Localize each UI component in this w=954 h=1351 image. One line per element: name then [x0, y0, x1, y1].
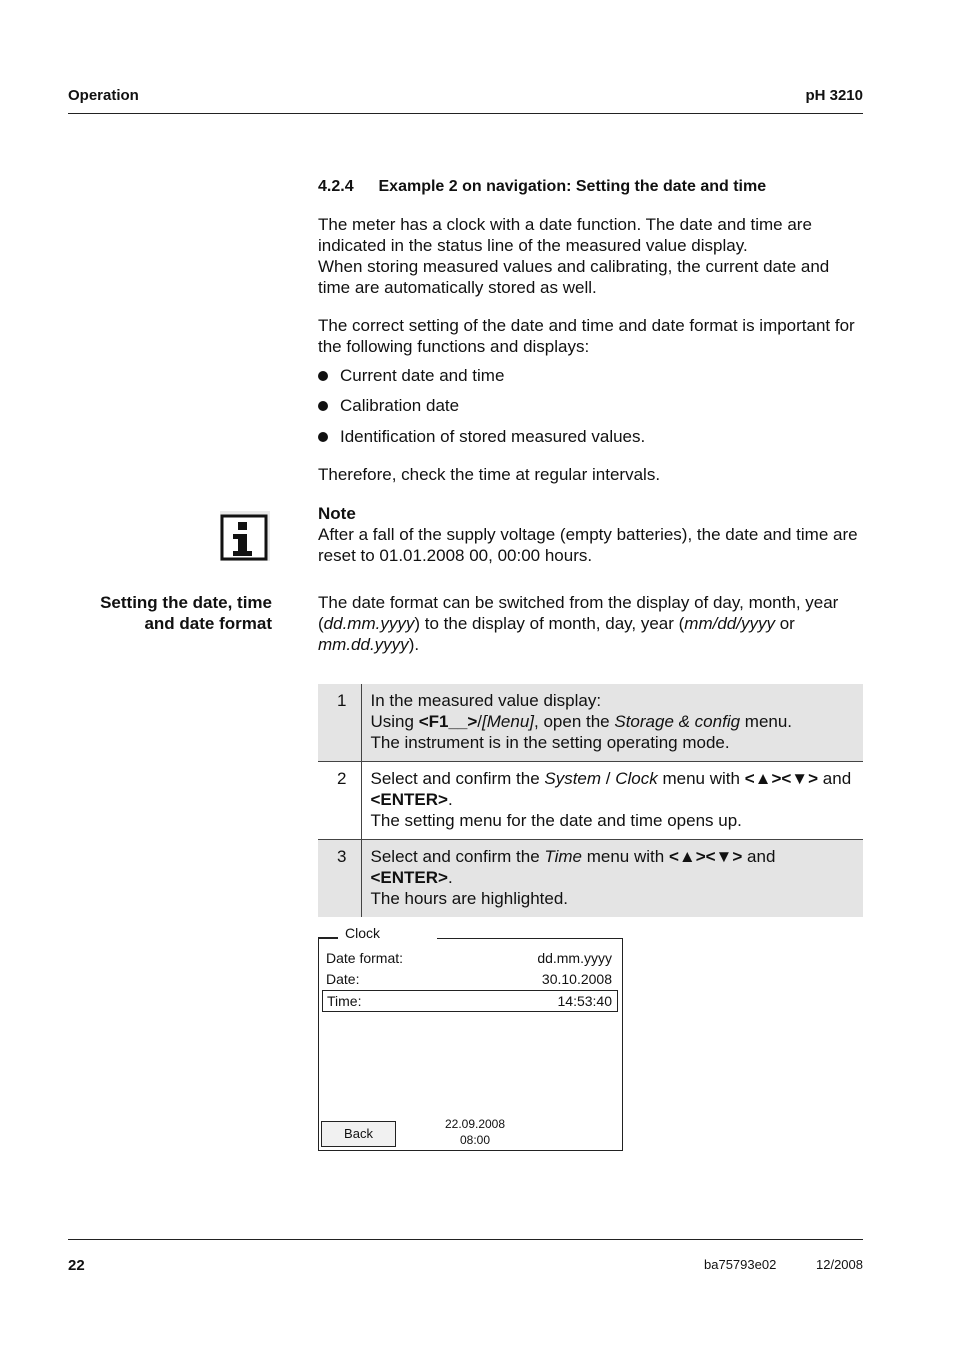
text-fragment: ).	[408, 635, 420, 654]
header-rule	[68, 113, 863, 114]
text-line: reset to 01.01.2008 00, 00:00 hours.	[318, 546, 593, 565]
menu-storage-config: Storage & config	[614, 712, 741, 731]
screen-title: Clock	[345, 925, 381, 941]
document-number: ba75793e02	[704, 1257, 777, 1272]
text-line: The date format can be switched from the display of day, month, year	[318, 593, 839, 612]
text-fragment: ) to the display of month, day, year (	[414, 614, 685, 633]
text-line: The hours are highlighted.	[370, 889, 569, 908]
table-row	[318, 840, 863, 918]
step-number: 3	[318, 840, 361, 918]
menu-clock: Clock	[615, 769, 658, 788]
list-item-text: Identification of stored measured values.	[340, 427, 646, 446]
key-up-down: <▲><▼>	[744, 769, 819, 788]
menu-time: Time	[544, 847, 583, 866]
text-fragment: /	[601, 769, 616, 788]
text-line	[371, 768, 856, 789]
text-fragment: , open the	[534, 712, 615, 731]
info-icon	[220, 511, 270, 561]
text-line: The meter has a clock with a date function. The date and time are	[318, 215, 812, 234]
step-text	[361, 762, 863, 840]
page-number: 22	[68, 1257, 85, 1274]
key-enter: <ENTER>	[370, 868, 448, 887]
step-number: 2	[318, 762, 361, 840]
side-heading-line: Setting the date, time	[100, 593, 272, 612]
footer-rule	[68, 1239, 863, 1240]
status-time: 08:00	[459, 1133, 491, 1147]
text-fragment: (	[318, 614, 324, 633]
text-fragment: .	[447, 868, 453, 887]
date-format-paragraph	[318, 592, 863, 655]
text-fragment: menu with	[582, 847, 669, 866]
text-line: indicated in the status line of the measured value display.	[318, 236, 748, 255]
text-line: When storing measured values and calibrating, the current date and	[318, 257, 830, 276]
text-line: The instrument is in the setting operating mode.	[370, 733, 730, 752]
softkey-menu: [Menu]	[482, 712, 535, 731]
text-line: The setting menu for the date and time opens up.	[370, 811, 742, 830]
side-heading-line: and date format	[144, 614, 272, 633]
setting-row-time-selected[interactable]	[322, 990, 618, 1012]
steps-table	[318, 684, 863, 917]
setting-row-date-format[interactable]	[326, 948, 612, 968]
text-fragment: /	[477, 712, 483, 731]
setting-value: dd.mm.yyyy	[537, 950, 612, 966]
text-line: time are automatically stored as well.	[318, 278, 597, 297]
device-screen	[318, 938, 623, 1151]
section-title: Example 2 on navigation: Setting the date and time	[378, 178, 767, 195]
setting-value: 14:53:40	[557, 993, 612, 1009]
status-line	[425, 1116, 525, 1148]
format-mmddyyyy-dot: mm.dd.yyyy	[318, 635, 409, 654]
screen-border-top-right	[437, 938, 622, 939]
setting-value: 30.10.2008	[541, 971, 612, 987]
bullet-icon	[318, 401, 328, 411]
status-date: 22.09.2008	[444, 1117, 506, 1131]
text-fragment: and	[742, 847, 776, 866]
check-paragraph: Therefore, check the time at regular intervals.	[318, 465, 661, 484]
key-f1: <F1__>	[418, 712, 478, 731]
text-fragment: and	[818, 769, 852, 788]
text-line	[371, 711, 856, 732]
note-title: Note	[318, 504, 356, 523]
menu-system: System	[544, 769, 602, 788]
setting-label: Time:	[327, 993, 362, 1009]
intro-paragraph	[318, 214, 863, 298]
step-text	[361, 684, 863, 762]
text-fragment: or	[774, 614, 795, 633]
setting-label: Date:	[326, 971, 360, 987]
setting-row-date[interactable]	[326, 969, 612, 989]
text-line	[318, 613, 863, 634]
text-fragment: Select and confirm the	[370, 847, 545, 866]
document-date: 12/2008	[816, 1257, 863, 1272]
text-fragment: Using	[370, 712, 419, 731]
text-fragment: .	[447, 790, 453, 809]
bullet-icon	[318, 371, 328, 381]
importance-paragraph	[318, 315, 863, 357]
step-text	[361, 840, 863, 918]
header-product-name: pH 3210	[805, 87, 863, 104]
list-item-text: Current date and time	[340, 366, 505, 385]
header-section-title: Operation	[68, 87, 139, 104]
side-heading	[100, 592, 272, 634]
text-line	[371, 789, 856, 810]
screen-border-top-left	[319, 938, 338, 939]
text-fragment: menu.	[740, 712, 793, 731]
text-line: The correct setting of the date and time and date format is important for	[318, 316, 855, 335]
key-enter: <ENTER>	[370, 790, 448, 809]
text-line	[318, 634, 863, 655]
setting-label: Date format:	[326, 950, 404, 966]
step-number: 1	[318, 684, 361, 762]
section-heading	[318, 178, 766, 196]
key-up-down: <▲><▼>	[668, 847, 743, 866]
table-row	[318, 684, 863, 762]
section-number: 4.2.4	[318, 178, 354, 195]
text-line: the following functions and displays:	[318, 337, 590, 356]
text-line: In the measured value display:	[370, 691, 602, 710]
back-button[interactable]: Back	[321, 1121, 396, 1147]
format-ddmmyyyy: dd.mm.yyyy	[323, 614, 415, 633]
bullet-icon	[318, 432, 328, 442]
text-line: After a fall of the supply voltage (empty batteries), the date and time are	[318, 525, 858, 544]
format-mmddyyyy-slash: mm/dd/yyyy	[684, 614, 775, 633]
text-fragment: Select and confirm the	[370, 769, 545, 788]
text-line	[371, 867, 856, 888]
text-fragment: menu with	[657, 769, 745, 788]
note-text	[318, 524, 863, 566]
table-row	[318, 762, 863, 840]
list-item-text: Calibration date	[340, 396, 460, 415]
text-line	[371, 846, 856, 867]
